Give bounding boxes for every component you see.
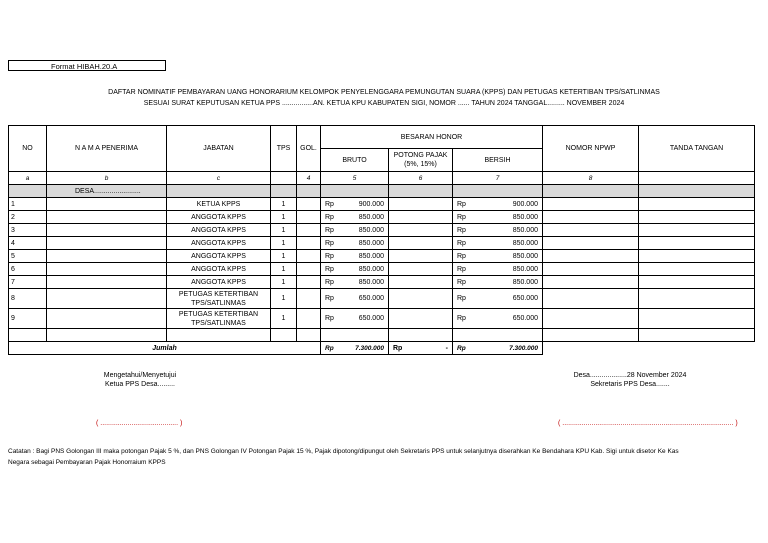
header-gol: GOL.	[297, 126, 321, 172]
document-title-line2: SESUAI SURAT KEPUTUSAN KETUA PPS ................AN. KETUA KPU KABUPATEN SIGI, NOMOR ...... TAHUN 2024 TANGGAL......... NOVEMBER 2024	[143, 100, 625, 107]
ttd-cell	[639, 237, 755, 250]
jabatan-cell: PETUGAS KETERTIBAN TPS/SATLINMAS	[167, 309, 271, 329]
header-potong-label: POTONG PAJAK	[393, 152, 448, 159]
bersih-cell: Rp 850.000	[453, 276, 543, 289]
table-row	[9, 250, 755, 263]
header-no: NO	[9, 126, 47, 172]
table-row	[9, 263, 755, 276]
gol-cell	[297, 237, 321, 250]
tps-cell: 1	[271, 211, 297, 224]
gol-cell	[297, 276, 321, 289]
bersih-cell: Rp 850.000	[453, 224, 543, 237]
tps-cell: 1	[271, 198, 297, 211]
header-tps: TPS	[271, 126, 297, 172]
ttd-cell	[639, 263, 755, 276]
gol-cell	[297, 224, 321, 237]
sign-left-line2: Ketua PPS Desa.........	[104, 381, 176, 388]
potong-cell	[389, 289, 453, 309]
jabatan-cell: ANGGOTA KPPS	[167, 237, 271, 250]
header-nama: N A M A PENERIMA	[47, 126, 167, 172]
table-row	[9, 224, 755, 237]
bersih-cell: Rp 900.000	[453, 198, 543, 211]
bruto-cell: Rp 650.000	[321, 289, 389, 309]
header-npwp: NOMOR NPWP	[543, 126, 639, 172]
bruto-cell: Rp 850.000	[321, 276, 389, 289]
tps-cell: 1	[271, 237, 297, 250]
ttd-cell	[639, 276, 755, 289]
header-bruto: BRUTO	[321, 149, 389, 172]
desa-row	[9, 185, 755, 198]
jabatan-cell: KETUA KPPS	[167, 198, 271, 211]
col-index-8: 8	[543, 172, 639, 185]
sign-left-line1: Mengetahui/Menyetujui	[103, 372, 177, 379]
no-cell: 6	[9, 263, 47, 276]
no-cell: 2	[9, 211, 47, 224]
desa-label: DESA........................	[47, 185, 167, 198]
col-index-a: a	[9, 172, 47, 185]
gol-cell	[297, 309, 321, 329]
header-potong-percent: (5%, 15%)	[404, 161, 437, 168]
tps-cell: 1	[271, 276, 297, 289]
potong-cell	[389, 263, 453, 276]
jabatan-cell: PETUGAS KETERTIBAN TPS/SATLINMAS	[167, 289, 271, 309]
tps-cell: 1	[271, 263, 297, 276]
npwp-cell	[543, 289, 639, 309]
no-cell: 8	[9, 289, 47, 309]
document-title-line1: DAFTAR NOMINATIF PEMBAYARAN UANG HONORARIUM KELOMPOK PENYELENGGARA PEMUNGUTAN SUARA (KPPS) DAN PETUGAS KETERTIBAN TPS/SATLINMAS	[108, 89, 660, 96]
jabatan-cell: ANGGOTA KPPS	[167, 211, 271, 224]
no-cell: 7	[9, 276, 47, 289]
format-label: Format HIBAH.20.A	[8, 60, 166, 71]
note-line2: Negara sebagai Pembayaran Pajak Honorraium KPPS	[8, 459, 166, 466]
nama-cell	[47, 309, 167, 329]
sign-left-name: ( ........................................ )	[96, 420, 183, 427]
potong-cell	[389, 237, 453, 250]
total-bruto: Rp 7.300.000	[321, 342, 389, 355]
header-row-1	[9, 126, 755, 149]
col-index-7: 7	[453, 172, 543, 185]
total-bersih: Rp 7.300.000	[453, 342, 543, 355]
table-row	[9, 309, 755, 329]
table-row	[9, 276, 755, 289]
col-index-c: c	[167, 172, 271, 185]
bersih-cell: Rp 850.000	[453, 237, 543, 250]
no-cell: 1	[9, 198, 47, 211]
gol-cell	[297, 211, 321, 224]
ttd-cell	[639, 289, 755, 309]
total-label: Jumlah	[9, 342, 321, 355]
header-potong-pajak	[389, 149, 453, 172]
gol-cell	[297, 263, 321, 276]
ttd-cell	[639, 198, 755, 211]
column-index-row	[9, 172, 755, 185]
jabatan-cell: ANGGOTA KPPS	[167, 276, 271, 289]
no-cell: 9	[9, 309, 47, 329]
npwp-cell	[543, 309, 639, 329]
nama-cell	[47, 211, 167, 224]
bersih-cell: Rp 650.000	[453, 289, 543, 309]
nama-cell	[47, 237, 167, 250]
bruto-cell: Rp 850.000	[321, 211, 389, 224]
bruto-cell: Rp 650.000	[321, 309, 389, 329]
potong-cell	[389, 250, 453, 263]
sign-right-name: ( ........................................................................................ )	[558, 420, 738, 427]
npwp-cell	[543, 250, 639, 263]
header-jabatan: JABATAN	[167, 126, 271, 172]
bruto-cell: Rp 900.000	[321, 198, 389, 211]
nama-cell	[47, 276, 167, 289]
sign-right	[560, 371, 700, 389]
potong-cell	[389, 224, 453, 237]
bersih-cell: Rp 850.000	[453, 250, 543, 263]
npwp-cell	[543, 263, 639, 276]
header-tanda-tangan: TANDA TANGAN	[639, 126, 755, 172]
npwp-cell	[543, 198, 639, 211]
sign-right-line2: Sekretaris PPS Desa.......	[590, 381, 670, 388]
sign-left	[80, 371, 200, 389]
ttd-cell	[639, 250, 755, 263]
ttd-cell	[639, 211, 755, 224]
tps-cell: 1	[271, 224, 297, 237]
gol-cell	[297, 289, 321, 309]
tps-cell: 1	[271, 250, 297, 263]
nama-cell	[47, 263, 167, 276]
col-index-5: 5	[321, 172, 389, 185]
gol-cell	[297, 198, 321, 211]
bruto-cell: Rp 850.000	[321, 263, 389, 276]
jabatan-cell: ANGGOTA KPPS	[167, 224, 271, 237]
npwp-cell	[543, 224, 639, 237]
total-potong: Rp -	[389, 342, 453, 355]
table-row	[9, 289, 755, 309]
ttd-cell	[639, 224, 755, 237]
col-index-4: 4	[297, 172, 321, 185]
no-cell: 5	[9, 250, 47, 263]
no-cell: 3	[9, 224, 47, 237]
blank-row	[9, 329, 755, 342]
npwp-cell	[543, 276, 639, 289]
npwp-cell	[543, 237, 639, 250]
potong-cell	[389, 276, 453, 289]
bersih-cell: Rp 850.000	[453, 211, 543, 224]
honorarium-table	[8, 125, 755, 355]
nama-cell	[47, 198, 167, 211]
bruto-cell: Rp 850.000	[321, 224, 389, 237]
bruto-cell: Rp 850.000	[321, 250, 389, 263]
nama-cell	[47, 250, 167, 263]
table-row	[9, 198, 755, 211]
potong-cell	[389, 211, 453, 224]
bersih-cell: Rp 650.000	[453, 309, 543, 329]
bersih-cell: Rp 850.000	[453, 263, 543, 276]
tps-cell: 1	[271, 289, 297, 309]
npwp-cell	[543, 211, 639, 224]
header-bersih: BERSIH	[453, 149, 543, 172]
header-besaran-honor: BESARAN HONOR	[321, 126, 543, 149]
nama-cell	[47, 224, 167, 237]
jabatan-cell: ANGGOTA KPPS	[167, 250, 271, 263]
bruto-cell: Rp 850.000	[321, 237, 389, 250]
total-row	[9, 342, 755, 355]
sign-right-line1: Desa...................28 November 2024	[573, 372, 687, 379]
col-index-b: b	[47, 172, 167, 185]
potong-cell	[389, 309, 453, 329]
col-index-10	[639, 172, 755, 185]
nama-cell	[47, 289, 167, 309]
gol-cell	[297, 250, 321, 263]
ttd-cell	[639, 309, 755, 329]
col-index-6: 6	[389, 172, 453, 185]
table-row	[9, 237, 755, 250]
no-cell: 4	[9, 237, 47, 250]
tps-cell: 1	[271, 309, 297, 329]
note-line1: Catatan : Bagi PNS Golongan III maka potongan Pajak 5 %, dan PNS Golongan IV Potongan Pajak 15 %, Pajak dipotong/dipungut oleh Sekretaris PPS untuk selanjutnya diserahkan Ke Bendahara KPU Kab. Sigi untuk disetor Ke Kas	[8, 448, 679, 455]
potong-cell	[389, 198, 453, 211]
jabatan-cell: ANGGOTA KPPS	[167, 263, 271, 276]
note	[8, 446, 708, 468]
table-row	[9, 211, 755, 224]
col-index-tps	[271, 172, 297, 185]
